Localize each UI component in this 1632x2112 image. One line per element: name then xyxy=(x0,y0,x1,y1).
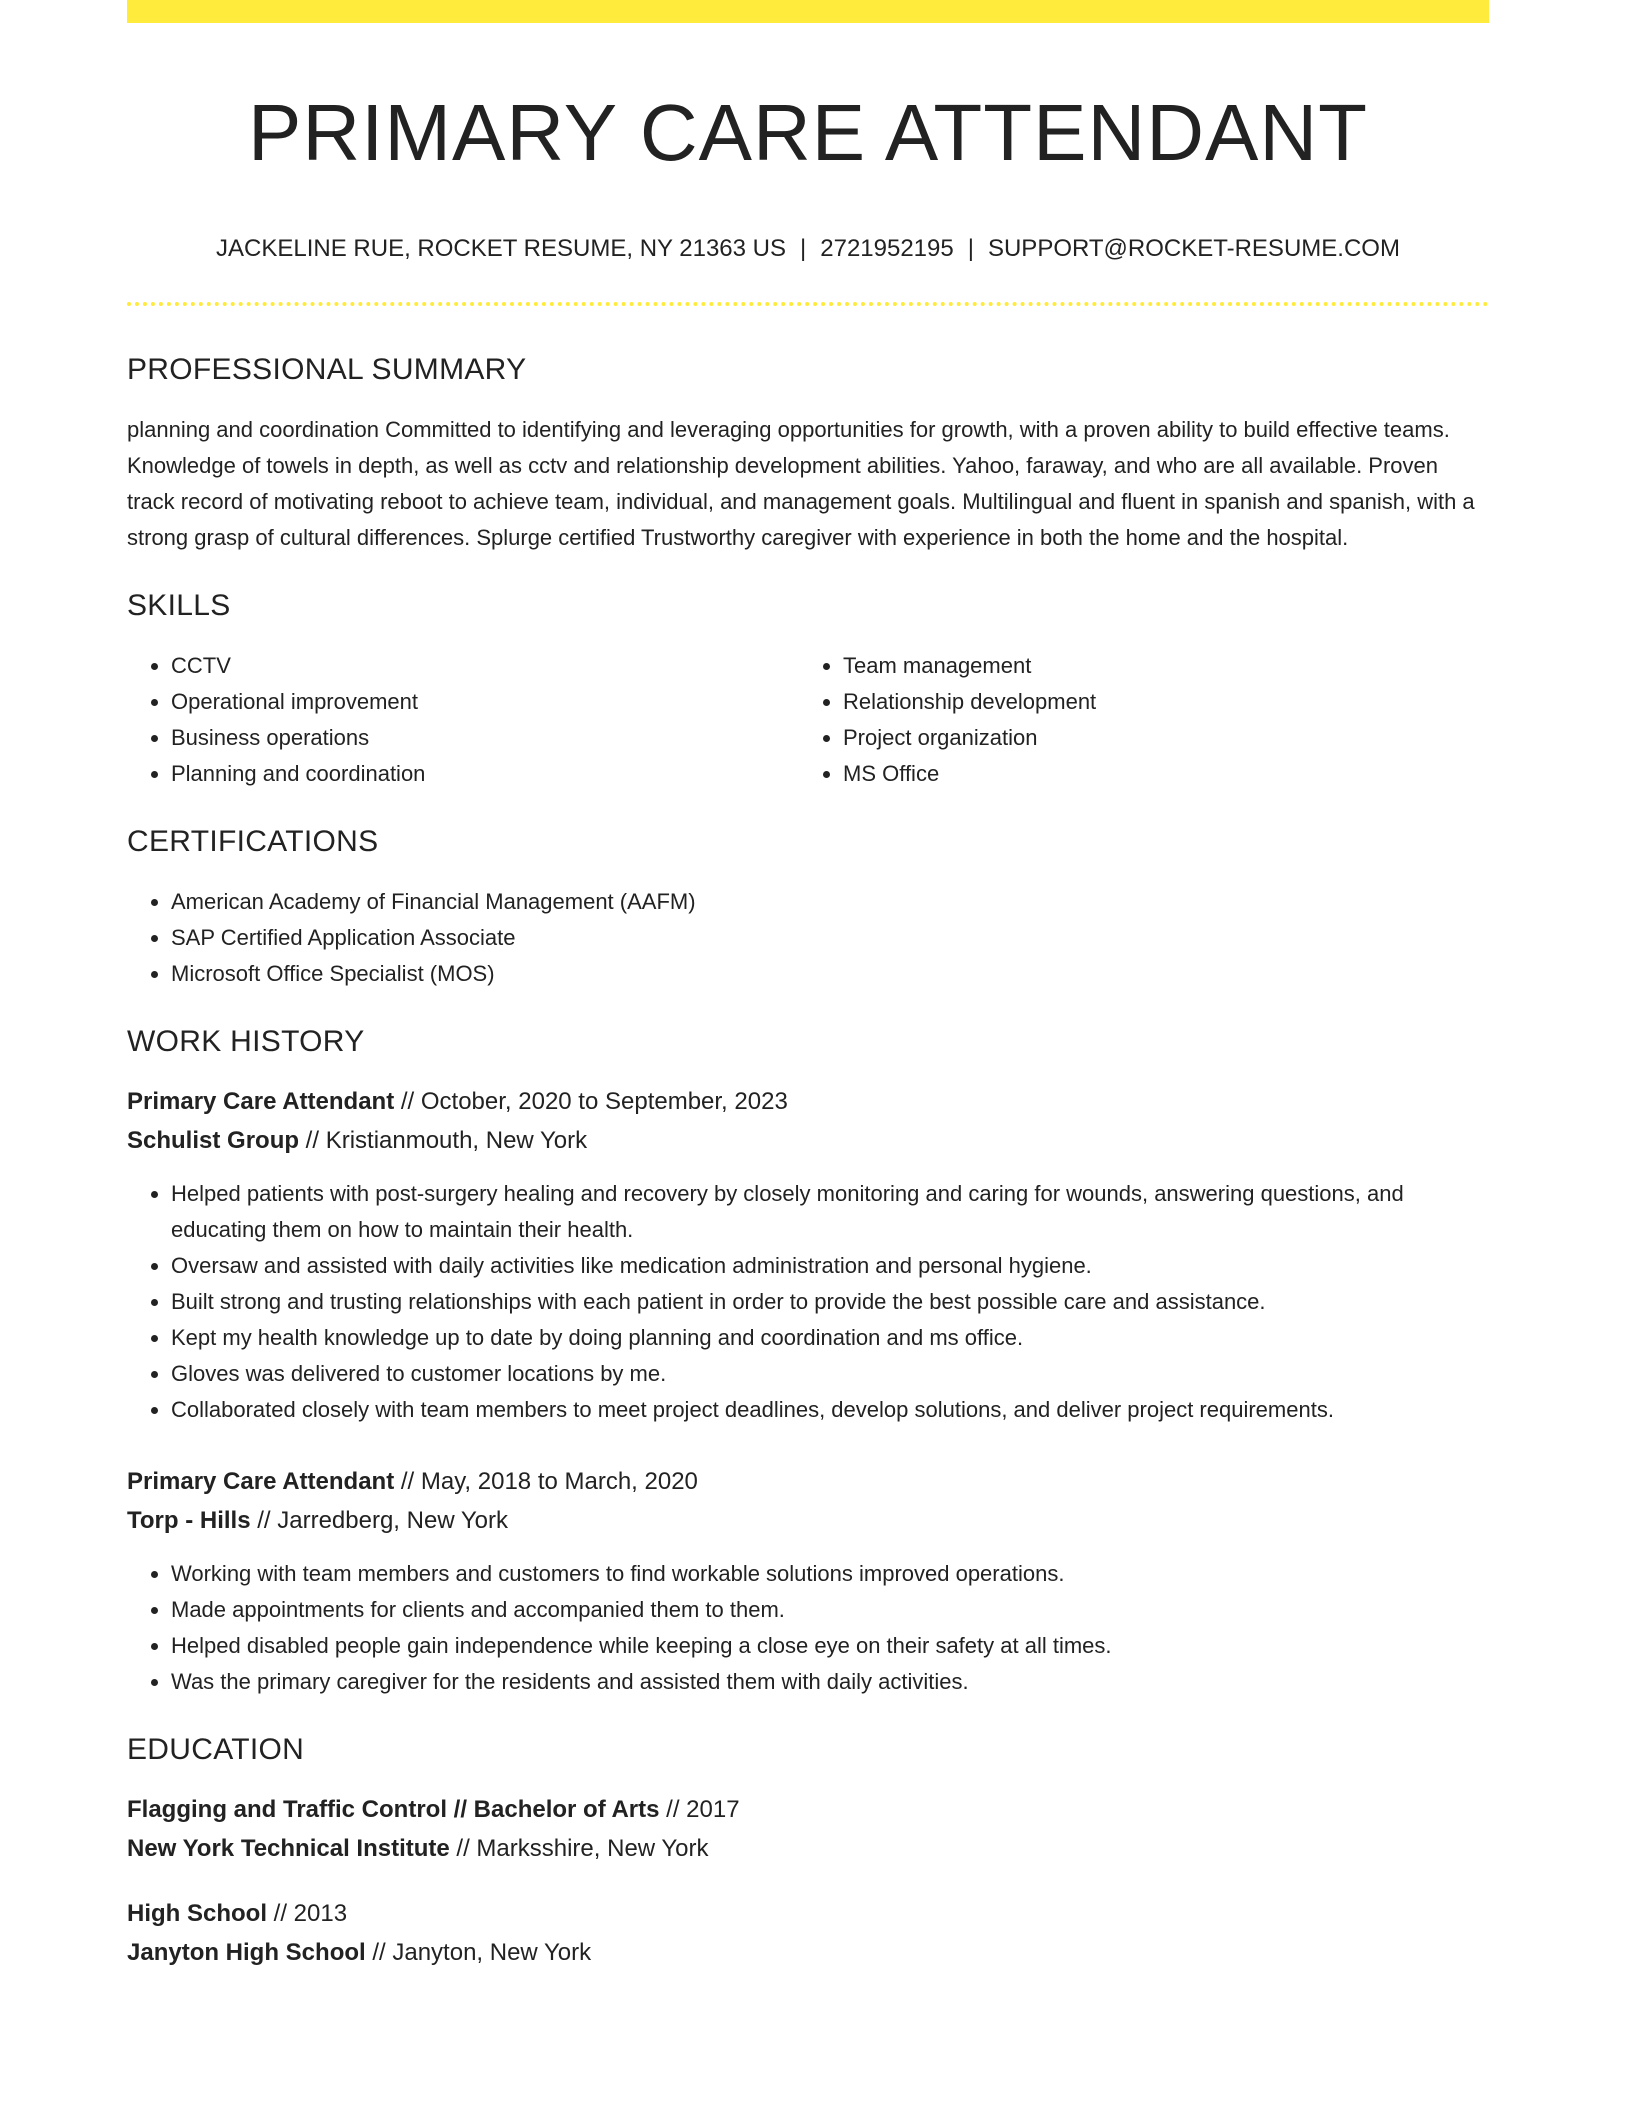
contact-separator: | xyxy=(800,235,807,262)
education-school-line xyxy=(127,1829,1489,1868)
contact-address: JACKELINE RUE, ROCKET RESUME, NY 21363 US xyxy=(216,235,787,262)
job-title-line xyxy=(127,1082,1489,1121)
job-duties-list xyxy=(127,1556,1489,1700)
skill-item: • MS Office xyxy=(843,756,1471,792)
skill-item: • Planning and coordination xyxy=(171,756,799,792)
education-degree: Flagging and Traffic Control // Bachelor of Arts xyxy=(127,1795,660,1823)
job-duty: • Made appointments for clients and accompanied them to them. xyxy=(171,1592,1489,1628)
education-entry xyxy=(127,1790,1489,1868)
job-title: Primary Care Attendant xyxy=(127,1467,395,1495)
education-degree-line xyxy=(127,1894,1489,1933)
education-entry xyxy=(127,1894,1489,1972)
skill-item: • Business operations xyxy=(171,720,799,756)
job-duty: • Gloves was delivered to customer locations by me. xyxy=(171,1356,1489,1392)
job-company: Schulist Group xyxy=(127,1126,300,1154)
education-degree-line xyxy=(127,1790,1489,1829)
education-degree: High School xyxy=(127,1899,267,1927)
education-location: // Marksshire, New York xyxy=(449,1834,709,1862)
job-duty: • Built strong and trusting relationships with each patient in order to provide the best possible care and assistance. xyxy=(171,1284,1489,1320)
summary-text: planning and coordination Committed to identifying and leveraging opportunities for growth, with a proven ability to build effective teams. Knowledge of towels in depth, as well as cctv and relationship development abilities. Yahoo, faraway, and who are all available. Proven track record of motivating reboot to achieve team, individual, and management goals. Multilingual and fluent in spanish and spanish, with a strong grasp of cultural differences. Splurge certified Trustworthy caregiver with experience in both the home and the hospital. xyxy=(127,416,1475,550)
skill-item: • CCTV xyxy=(171,648,799,684)
certifications-list xyxy=(127,884,1489,992)
job-duty: • Was the primary caregiver for the residents and assisted them with daily activities. xyxy=(171,1664,1489,1700)
job-entry xyxy=(127,1462,1489,1700)
skills-column-left xyxy=(127,648,799,792)
job-title-line xyxy=(127,1462,1489,1501)
job-dates: // October, 2020 to September, 2023 xyxy=(394,1087,788,1115)
job-title: Primary Care Attendant xyxy=(127,1087,395,1115)
skill-item: • Relationship development xyxy=(843,684,1471,720)
contact-separator: | xyxy=(967,235,974,262)
education-school: New York Technical Institute xyxy=(127,1834,450,1862)
certifications-heading: CERTIFICATIONS xyxy=(127,824,379,858)
job-duty: • Collaborated closely with team members to meet project deadlines, develop solutions, and deliver project requirements. xyxy=(171,1392,1489,1428)
job-location: // Kristianmouth, New York xyxy=(299,1126,588,1154)
skills-list-right xyxy=(799,648,1471,792)
accent-top-bar xyxy=(127,0,1489,23)
skill-item: • Team management xyxy=(843,648,1471,684)
header-divider xyxy=(127,302,1489,306)
certification-item: • SAP Certified Application Associate xyxy=(171,920,1489,956)
job-duty: • Helped patients with post-surgery healing and recovery by closely monitoring and caring for wounds, answering questions, and educating them on how to maintain their health. xyxy=(171,1176,1489,1248)
contact-line xyxy=(127,235,1489,264)
job-location: // Jarredberg, New York xyxy=(250,1506,509,1534)
certification-item: • American Academy of Financial Management (AAFM) xyxy=(171,884,1489,920)
job-company: Torp - Hills xyxy=(127,1506,251,1534)
job-company-line xyxy=(127,1501,1489,1540)
job-duty: • Helped disabled people gain independence while keeping a close eye on their safety at all times. xyxy=(171,1628,1489,1664)
skills-list-left xyxy=(127,648,799,792)
resume-page xyxy=(127,0,1489,1972)
education-heading: EDUCATION xyxy=(127,1732,305,1766)
summary-heading: PROFESSIONAL SUMMARY xyxy=(127,352,527,386)
job-company-line xyxy=(127,1121,1489,1160)
skills-heading: SKILLS xyxy=(127,588,231,622)
education-year: // 2013 xyxy=(267,1899,348,1927)
skills-column-right xyxy=(799,648,1471,792)
resume-title: PRIMARY CARE ATTENDANT xyxy=(248,88,1368,177)
job-entry xyxy=(127,1082,1489,1428)
education-location: // Janyton, New York xyxy=(365,1938,592,1966)
job-dates: // May, 2018 to March, 2020 xyxy=(394,1467,698,1495)
job-duties-list xyxy=(127,1176,1489,1428)
education-school: Janyton High School xyxy=(127,1938,366,1966)
certification-item: • Microsoft Office Specialist (MOS) xyxy=(171,956,1489,992)
job-duty: • Working with team members and customers to find workable solutions improved operations. xyxy=(171,1556,1489,1592)
skill-item: • Project organization xyxy=(843,720,1471,756)
work-history-heading: WORK HISTORY xyxy=(127,1024,365,1058)
education-school-line xyxy=(127,1933,1489,1972)
skill-item: • Operational improvement xyxy=(171,684,799,720)
contact-email: SUPPORT@ROCKET-RESUME.COM xyxy=(987,235,1400,262)
skills-grid xyxy=(127,648,1489,792)
education-year: // 2017 xyxy=(659,1795,740,1823)
contact-phone: 2721952195 xyxy=(820,235,954,262)
job-duty: • Kept my health knowledge up to date by doing planning and coordination and ms office. xyxy=(171,1320,1489,1356)
job-duty: • Oversaw and assisted with daily activities like medication administration and personal hygiene. xyxy=(171,1248,1489,1284)
